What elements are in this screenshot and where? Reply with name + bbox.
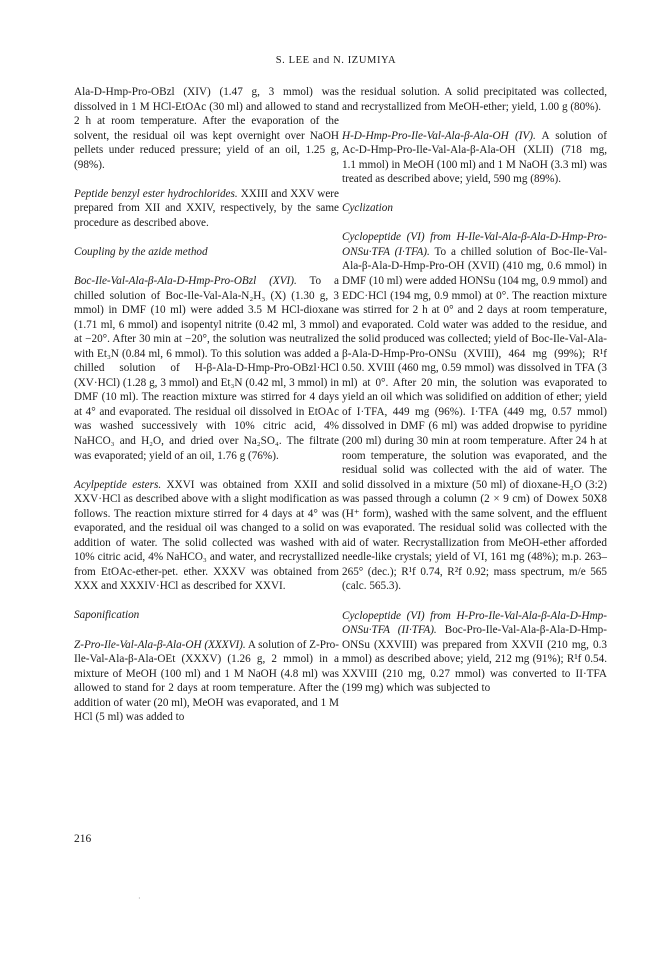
section-heading: Saponification — [74, 609, 140, 622]
paragraph-gap — [74, 623, 339, 638]
section-heading: Coupling by the azide method — [74, 245, 208, 258]
paragraph-body: To a chilled solution of Boc-Ile-Val-Ala-β-Ala-D-Hmp-Pro-OH (XVII) (410 mg, 0.6 mmol) in DMF (10 ml) were added HONSu (104 mg, 0.9 mmol) and EDC·HCl (194 mg, 0.9 mmol) at 0°. The reaction mixture was stirred for 2 h at 0° and 2 days at room temperature, and evaporated. Cold water was added to the residue, and the solid produced was collected; yield of Boc-Ile-Val-Ala-β-Ala-D-Hmp-Pro-ONSu (XVIII), 464 mg (99%); R¹f 0.50. XVIII (460 mg, 0.59 mmol) was dissolved in TFA (3 ml) at 0°. After 20 min, the solution was evaporated to yield an oil which was solidified on addition of ether; yield of I·TFA, 449 mg (96%). I·TFA (449 mg, 0.57 mmol) dissolved in DMF (6 ml) was added dropwise to pyridine (200 ml) during 30 min at room temperature. After 24 h at room temperature, the solution was evaporated, and the residual solid was collected with the aid of water. The solid dissolved in a mixture (50 ml) of dioxane-H₂O (3:2) was passed through a column (2 × 9 cm) of Dowex 50X8 (H⁺ form), washed with the same solvent, and the effluent was evaporated. The residual solid was collected with the aid of water. Recrystallization from MeOH-ether afforded needle-like crystals; yield of VI, 161 mg (48%); m.p. 263–265° (dec.); R¹f 0.74, R²f 0.92; mass spectrum, m/e 565 (calc. 565.3). — [342, 245, 607, 593]
paragraph-gap — [342, 187, 607, 202]
paragraph — [74, 638, 339, 725]
paragraph-lead-title: H-D-Hmp-Pro-Ile-Val-Ala-β-Ala-OH (IV). — [342, 129, 536, 142]
paragraph-lead-title: Peptide benzyl ester hydrochlorides. — [74, 187, 238, 200]
running-header: S. LEE and N. IZUMIYA — [275, 55, 397, 66]
page-number: 216 — [74, 833, 92, 845]
paragraph-gap — [74, 594, 339, 609]
paragraph — [74, 187, 339, 231]
paragraph-body: XXVI was obtained from XXII and XXV·HCl as described above with a slight modification as follows. The reaction mixture stirred for 4 days at 4° was evaporated, and the residual oil was changed to a solid on addition of water. The solid collected was washed with 10% citric acid, 4% NaHCO₃ and water, and recrystallized from EtOAc-ether-pet. ether. XXXV was obtained from XXX and XXXIV·HCl as described for XXVI. — [74, 478, 339, 593]
paragraph-body: A solution of Ac-D-Hmp-Pro-Ile-Val-Ala-β-Ala-OH (XLII) (718 mg, 1.1 mmol) in MeOH (100 ml) and 1 M NaOH (3.3 ml) was treated as described above; yield, 590 mg (89%). — [342, 129, 607, 186]
paragraph — [74, 85, 339, 172]
paragraph — [342, 85, 607, 114]
left-column — [74, 85, 339, 725]
right-column — [342, 85, 607, 696]
paragraph-body: Boc-Pro-Ile-Val-Ala-β-Ala-D-Hmp-ONSu (XXVIII) was prepared from XXVII (210 mg, 0.3 mmol) as described above; yield, 212 mg (91%); R¹f 0.54. XXVIII (210 mg, 0.27 mmol) was converted to II·TFA (199 mg) which was subjected to — [342, 624, 607, 695]
paragraph-body: A solution of Z-Pro-Ile-Val-Ala-β-Ala-OEt (XXXV) (1.26 g, 2 mmol) in a mixture of MeOH (100 ml) and 1 M NaOH (4.8 ml) was allowed to stand for 2 days at room temperature. After the addition of water (20 ml), MeOH was evaporated, and 1 M HCl (5 ml) was added to — [74, 638, 339, 724]
paragraph-lead-title: Cyclopeptide (VI) from H-Pro-Ile-Val-Ala-β-Ala-D-Hmp-ONSu·TFA (II·TFA). — [342, 609, 607, 637]
paragraph-gap — [74, 172, 339, 187]
paragraph-gap — [342, 594, 607, 609]
section-heading: Cyclization — [342, 202, 393, 215]
paragraph — [342, 230, 607, 594]
paragraph — [74, 478, 339, 594]
paragraph-gap — [74, 463, 339, 478]
paragraph-gap — [342, 216, 607, 231]
paragraph-lead-title: Acylpeptide esters. — [74, 478, 162, 491]
paragraph-lead-title: Boc-Ile-Val-Ala-β-Ala-D-Hmp-Pro-OBzl (XVI). — [74, 274, 297, 287]
paragraph-gap — [74, 259, 339, 274]
paragraph-gap — [74, 230, 339, 245]
paragraph-body: the residual solution. A solid precipitated was collected, and recrystallized from MeOH-ether; yield, 1.00 g (80%). — [342, 86, 607, 113]
paragraph-lead-title: Cyclopeptide (VI) from H-Ile-Val-Ala-β-Ala-D-Hmp-Pro-ONSu·TFA (I·TFA). — [342, 231, 607, 258]
paragraph — [342, 609, 607, 696]
paragraph-body: XXIII and XXV were prepared from XII and XXIV, respectively, by the same procedure as described above. — [74, 187, 339, 229]
paragraph-lead-title: Z-Pro-Ile-Val-Ala-β-Ala-OH (XXXVI). — [74, 638, 246, 651]
paragraph-body: Ala-D-Hmp-Pro-OBzl (XIV) (1.47 g, 3 mmol) was dissolved in 1 M HCl-EtOAc (30 ml) and allowed to stand 2 h at room temperature. After the evaporation of the solvent, the residual oil was kept overnight over NaOH pellets under reduced pressure; yield of an oil, 1.25 g, (98%). — [74, 86, 339, 171]
paragraph-body: To a chilled solution of Boc-Ile-Val-Ala-N₂H₃ (X) (1.30 g, 3 mmol) in DMF (10 ml) were added 3.5 M HCl-dioxane (1.71 ml, 6 mmol) and isopentyl nitrite (0.42 ml, 3 mmol) at −20°. After 30 min at −20°, the solution was neutralized with Et₃N (0.84 ml, 6 mmol). To this solution was added a chilled solution of H-β-Ala-D-Hmp-Pro-OBzl·HCl (XV·HCl) (1.28 g, 3 mmol) and Et₃N (0.42 ml, 3 mmol) in DMF (10 ml). The reaction mixture was stirred for 4 days at 4° and evaporated. The residual oil dissolved in EtOAc was washed successively with 10% citric acid, 4% NaHCO₃ and H₂O, and dried over Na₂SO₄. The filtrate was evaporated; yield of an oil, 1.76 g (76%). — [74, 274, 339, 462]
paragraph-gap — [342, 114, 607, 129]
scan-mark: · — [138, 894, 141, 903]
paragraph — [342, 129, 607, 187]
paragraph — [74, 274, 339, 463]
